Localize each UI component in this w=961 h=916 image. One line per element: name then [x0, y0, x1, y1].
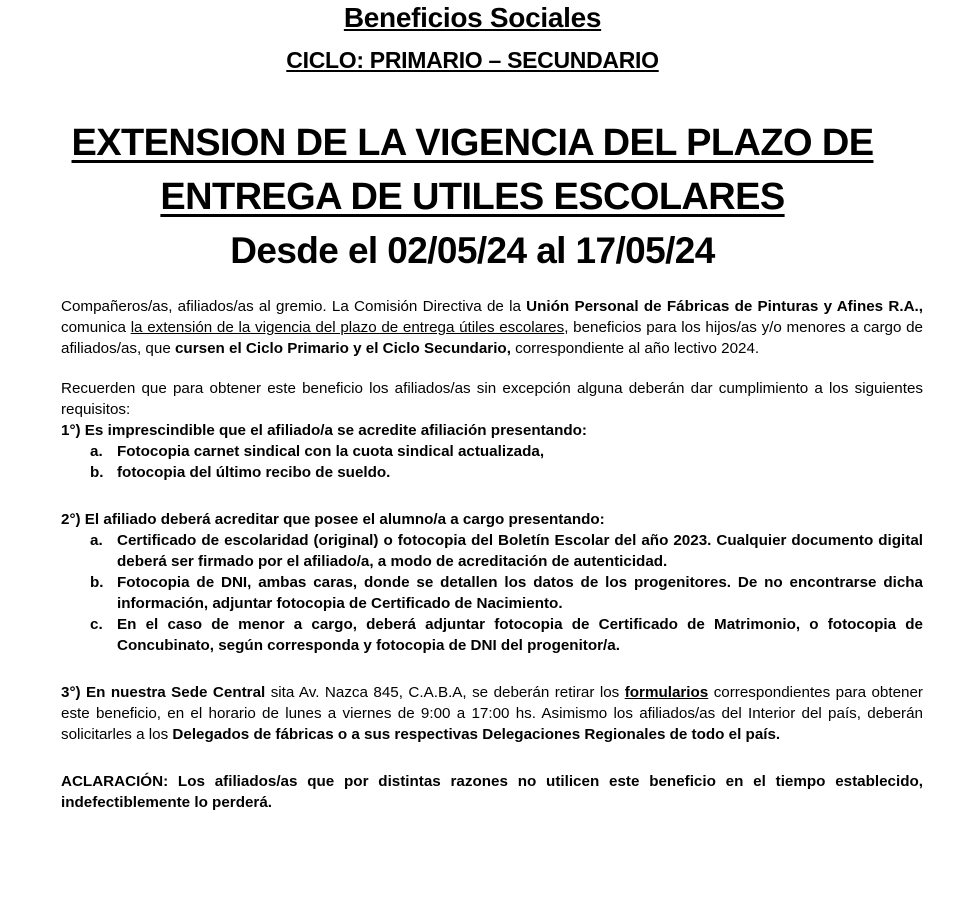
document-title: Beneficios Sociales [343, 2, 602, 33]
req3-text-1: sita Av. Nazca 845, C.A.B.A, se deberán retirar los [265, 684, 625, 701]
forms-word: formularios [624, 684, 709, 701]
cycle-note: cursen el Ciclo Primario y el Ciclo Secundario, [174, 340, 511, 357]
list-item [61, 572, 923, 614]
headline-line-2: ENTREGA DE UTILES ESCOLARES [160, 176, 785, 218]
cycle-subtitle: CICLO: PRIMARIO – SECUNDARIO [286, 47, 659, 73]
document-body [61, 296, 923, 813]
list-item [61, 530, 923, 572]
union-name: Unión Personal de Fábricas de Pinturas y Afines R.A., [526, 298, 923, 315]
requirement-3-paragraph [61, 682, 923, 745]
intro-text-1: Compañeros/as, afiliados/as al gremio. La Comisión Directiva de la [61, 298, 527, 315]
intro-text-3: , beneficios para los hijos/as y/o menores a cargo de afiliados/as, que [61, 319, 923, 357]
list-item-text: En el caso de menor a cargo, deberá adjuntar fotocopia de Certificado de Matrimonio, o fotocopia de Concubinato, según corresponda y fotocopia de DNI del progenitor/a. [117, 616, 923, 654]
requirement-2-title: 2°) El afiliado deberá acreditar que posee el alumno/a a cargo presentando: [61, 511, 605, 528]
intro-text-2: comunica [61, 319, 131, 336]
headline [0, 116, 945, 278]
list-item-text: Certificado de escolaridad (original) o fotocopia del Boletín Escolar del año 2023. Cualquier documento digital deberá ser firmado por el afiliado/a, a modo de acreditación de autenticidad. [117, 532, 923, 570]
list-item [61, 441, 923, 462]
date-range: Desde el 02/05/24 al 17/05/24 [230, 230, 715, 271]
list-item-text: fotocopia del último recibo de sueldo. [117, 464, 391, 481]
list-marker: b. [90, 574, 104, 591]
list-item-text: Fotocopia de DNI, ambas caras, donde se detallen los datos de los progenitores. De no encontrarse dicha información, adjuntar fotocopia de Certificado de Nacimiento. [117, 574, 923, 612]
requirement-1-title: 1°) Es imprescindible que el afiliado/a se acredite afiliación presentando: [61, 422, 587, 439]
intro-paragraph [61, 296, 923, 359]
list-marker: c. [90, 616, 103, 633]
list-item-text: Fotocopia carnet sindical con la cuota sindical actualizada, [117, 443, 545, 460]
list-item [61, 614, 923, 656]
headline-line-1: EXTENSION DE LA VIGENCIA DEL PLAZO DE [71, 122, 874, 164]
list-item [61, 462, 923, 483]
intro-text-4: correspondiente al año lectivo 2024. [510, 340, 760, 357]
headquarters-label: 3°) En nuestra Sede Central [61, 684, 266, 701]
requirements-intro: Recuerden que para obtener este beneficio los afiliados/as sin excepción alguna deberán dar cumplimiento a los siguientes requisitos: [61, 380, 923, 418]
extension-notice: la extensión de la vigencia del plazo de entrega útiles escolares [130, 319, 565, 336]
clarification: ACLARACIÓN: Los afiliados/as que por distintas razones no utilicen este beneficio en el tiempo establecido, indefectiblemente lo perderá. [61, 773, 923, 811]
req3-text-2: correspondientes para obtener este beneficio, en el horario de lunes a viernes de 9:00 a 17:00 hs. Asimismo los afiliados/as del Interior del país, deberán solicitarles a los [61, 684, 923, 743]
list-marker: b. [90, 464, 104, 481]
list-marker: a. [90, 532, 103, 549]
delegates-note: Delegados de fábricas o a sus respectivas Delegaciones Regionales de todo el país. [172, 726, 781, 743]
list-marker: a. [90, 443, 103, 460]
